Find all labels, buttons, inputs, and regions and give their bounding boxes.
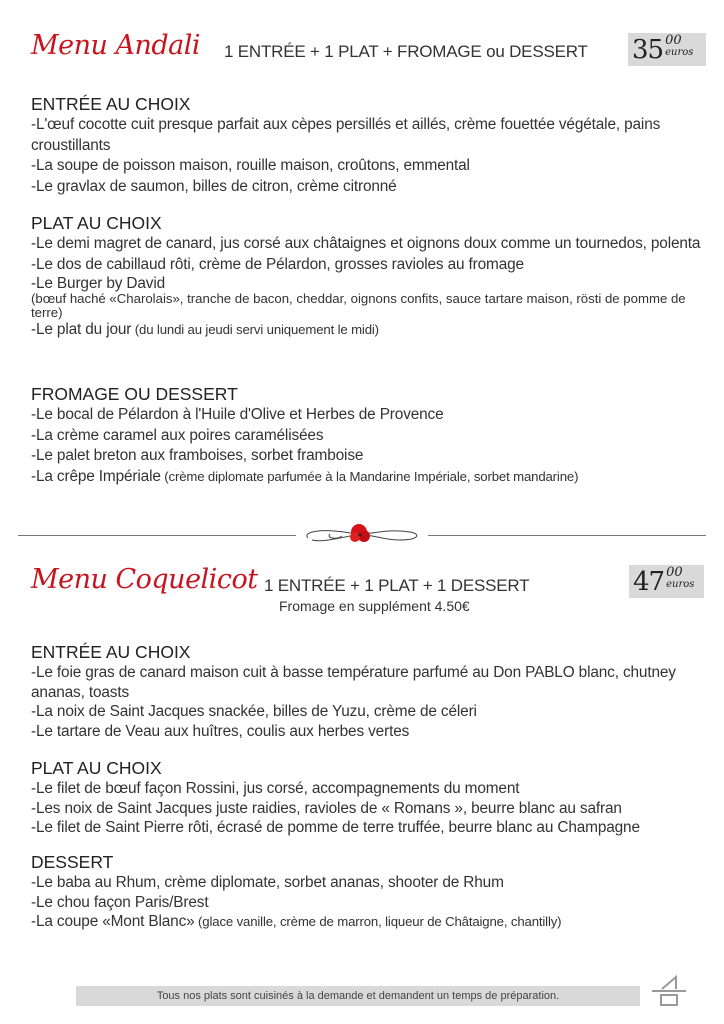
- menu-item: -Les noix de Saint Jacques juste raidies, ravioles de « Romans », beurre blanc au safran: [31, 799, 622, 817]
- price-currency: euros: [666, 579, 695, 590]
- menu-andali-price: [628, 33, 706, 66]
- menu-item: -Le foie gras de canard maison cuit à basse température parfumé au Don PABLO blanc, chutney ananas, toasts: [31, 664, 676, 701]
- price-cents: 00: [665, 33, 682, 48]
- poppy-ornament-icon: [300, 520, 425, 550]
- price-cents: 00: [666, 565, 683, 580]
- menu-item: [31, 320, 711, 341]
- section-heading: FROMAGE OU DESSERT: [31, 384, 238, 404]
- menu-item: -Le filet de Saint Pierre rôti, écrasé de pomme de terre truffée, beurre blanc au Champagne: [31, 819, 640, 836]
- divider-line-right: [428, 535, 706, 536]
- section-heading: PLAT AU CHOIX: [31, 758, 162, 778]
- plat-du-jour: -Le plat du jour: [31, 321, 132, 338]
- section-heading: PLAT AU CHOIX: [31, 213, 162, 233]
- andali-dessert-section: [31, 383, 711, 487]
- menu-item: -La crème caramel aux poires caramélisées: [31, 426, 324, 444]
- menu-item: -Le tartare de Veau aux huîtres, coulis aux herbes vertes: [31, 722, 410, 740]
- section-heading: ENTRÉE AU CHOIX: [31, 642, 191, 662]
- fait-maison-logo-icon: [652, 975, 688, 1007]
- menu-item: -L'œuf cocotte cuit presque parfait aux cèpes persillés et aillés, crème fouettée végétale, pains croustillants: [31, 116, 661, 154]
- menu-item: -Le chou façon Paris/Brest: [31, 893, 209, 911]
- footer-notice: Tous nos plats sont cuisinés à la demande et demandent un temps de préparation.: [76, 986, 640, 1006]
- coquelicot-dessert-section: [31, 851, 711, 932]
- menu-item: -Le bocal de Pélardon à l'Huile d'Olive et Herbes de Provence: [31, 406, 444, 423]
- section-heading: DESSERT: [31, 852, 114, 872]
- burger-description: (bœuf haché «Charolais», tranche de bacon, cheddar, oignons confits, sauce tartare maison, rösti de pomme de terre): [31, 291, 686, 320]
- menu-coquelicot-price: [629, 565, 704, 598]
- menu-item: -Le filet de bœuf façon Rossini, jus corsé, accompagnements du moment: [31, 780, 520, 797]
- andali-entree-section: [31, 93, 711, 197]
- price-value: 35: [632, 35, 664, 65]
- menu-item: -Le Burger by David: [31, 275, 166, 292]
- menu-coquelicot-title: Menu Coquelicot: [31, 564, 258, 595]
- menu-item: -Le dos de cabillaud rôti, crème de Pélardon, grosses ravioles au fromage: [31, 255, 524, 273]
- plat-du-jour-note: (du lundi au jeudi servi uniquement le midi): [131, 322, 379, 337]
- menu-coquelicot-supplement: Fromage en supplément 4.50€: [279, 598, 470, 614]
- menu-coquelicot-formula: 1 ENTRÉE + 1 PLAT + 1 DESSERT: [264, 576, 530, 595]
- section-heading: ENTRÉE AU CHOIX: [31, 94, 191, 114]
- menu-item: [31, 467, 711, 488]
- item-name: -La coupe «Mont Blanc»: [31, 913, 195, 930]
- menu-item: -Le demi magret de canard, jus corsé aux châtaignes et oignons doux comme un tournedos, polenta: [31, 235, 701, 252]
- item-note: (crème diplomate parfumée à la Mandarine Impériale, sorbet mandarine): [160, 468, 579, 484]
- menu-item: -La soupe de poisson maison, rouille maison, croûtons, emmental: [31, 157, 470, 174]
- menu-item: -Le baba au Rhum, crème diplomate, sorbet ananas, shooter de Rhum: [31, 874, 504, 891]
- divider-line-left: [18, 535, 296, 536]
- menu-item: [31, 912, 711, 932]
- coquelicot-entree-section: [31, 641, 711, 741]
- menu-item: -Le gravlax de saumon, billes de citron, crème citronné: [31, 177, 397, 195]
- price-value: 47: [633, 567, 665, 597]
- menu-andali-title: Menu Andali: [31, 30, 201, 61]
- menu-item: -La noix de Saint Jacques snackée, billes de Yuzu, crème de céleri: [31, 703, 477, 720]
- item-note: (glace vanille, crème de marron, liqueur de Châtaigne, chantilly): [194, 914, 562, 929]
- andali-plat-section: [31, 212, 711, 341]
- menu-andali-formula: 1 ENTRÉE + 1 PLAT + FROMAGE ou DESSERT: [224, 42, 588, 61]
- coquelicot-plat-section: [31, 757, 711, 838]
- menu-item: -Le palet breton aux framboises, sorbet framboise: [31, 447, 364, 464]
- item-name: -La crêpe Impériale: [31, 467, 161, 485]
- price-currency: euros: [665, 47, 694, 58]
